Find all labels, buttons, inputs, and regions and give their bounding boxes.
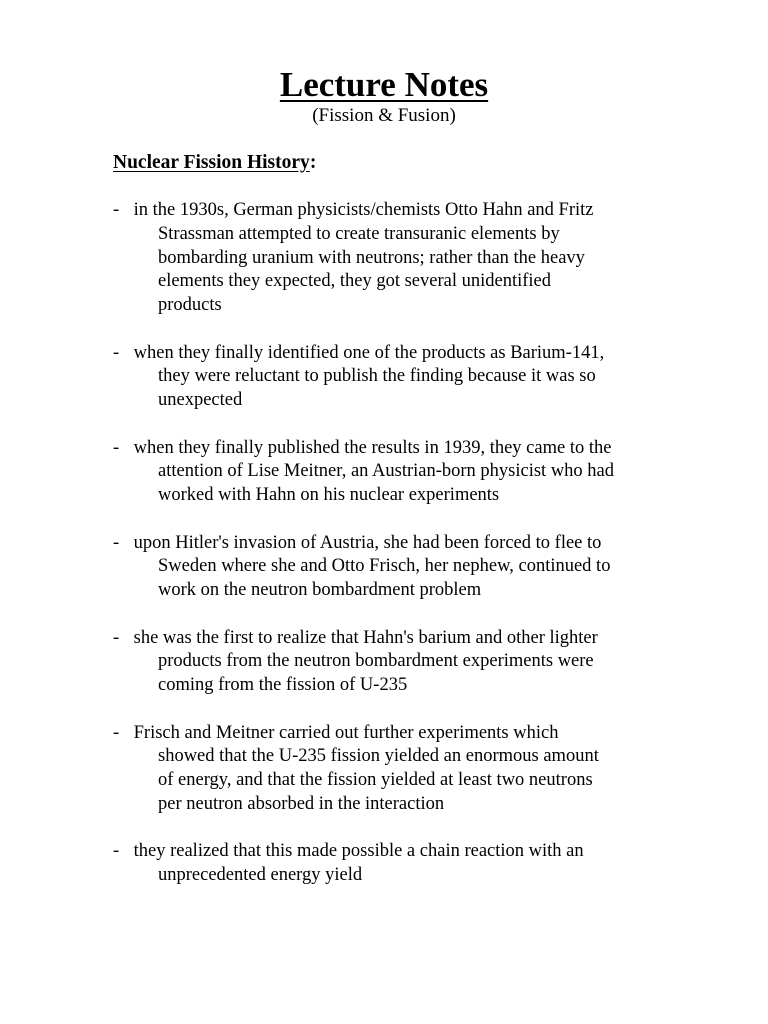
bullet-text: they realized that this made possible a chain reaction with an unprecedented energy yield xyxy=(133,841,584,886)
section-heading xyxy=(113,150,316,176)
bullet-dash: - xyxy=(113,841,120,862)
bullet-item xyxy=(113,437,673,508)
bullet-text: she was the first to realize that Hahn's barium and other lighter products from the neutron bombardment experiments were coming from the fission of U-235 xyxy=(133,627,598,696)
bullet-text: upon Hitler's invasion of Austria, she had been forced to flee to Sweden where she and Otto Frisch, her nephew, continued to work on the neutron bombardment problem xyxy=(133,532,611,601)
bullet-dash: - xyxy=(113,627,120,648)
section-heading-text: Nuclear Fission History xyxy=(113,152,310,173)
bullet-item xyxy=(113,199,673,318)
bullet-dash: - xyxy=(113,342,120,363)
bullet-text: when they finally identified one of the products as Barium-141, they were reluctant to publish the finding because it was so unexpected xyxy=(133,342,605,411)
bullet-dash: - xyxy=(113,532,120,553)
bullet-text: in the 1930s, German physicists/chemists Otto Hahn and Fritz Strassman attempted to create transuranic elements by bombarding uranium with neutrons; rather than the heavy elements they expected, they got several unidentified products xyxy=(133,200,594,316)
bullet-dash: - xyxy=(113,437,120,458)
bullet-item xyxy=(113,722,673,817)
bullet-text: Frisch and Meitner carried out further experiments which showed that the U-235 fission yielded an enormous amount of energy, and that the fission yielded at least two neutrons per neutron absorbed in the interaction xyxy=(133,722,599,814)
bullet-item xyxy=(113,840,673,888)
page-title: Lecture Notes xyxy=(279,65,489,104)
bullet-list xyxy=(113,199,673,911)
bullet-text: when they finally published the results in 1939, they came to the attention of Lise Meitner, an Austrian-born physicist who had worked with Hahn on his nuclear experiments xyxy=(133,437,615,506)
bullet-item xyxy=(113,342,673,413)
bullet-dash: - xyxy=(113,200,120,220)
bullet-item xyxy=(113,532,673,603)
section-heading-colon: : xyxy=(309,152,317,173)
bullet-item xyxy=(113,627,673,698)
bullet-dash: - xyxy=(113,722,120,743)
page-subtitle: (Fission & Fusion) xyxy=(312,105,456,126)
